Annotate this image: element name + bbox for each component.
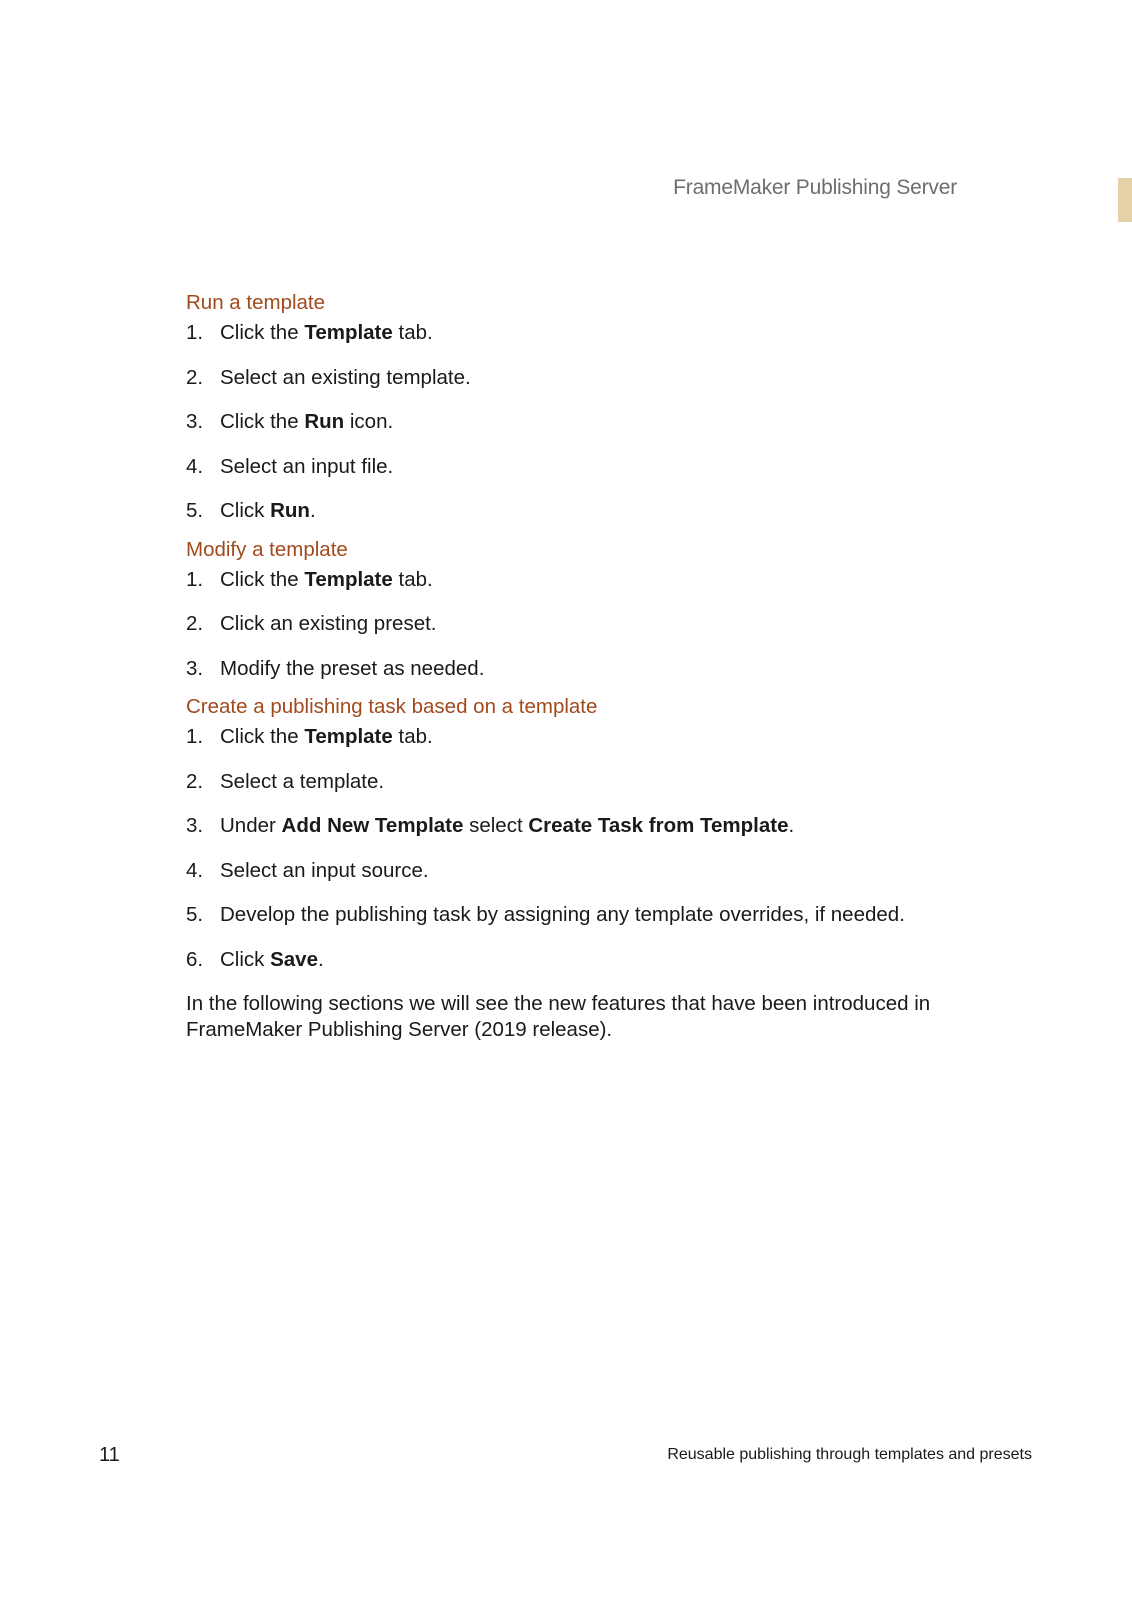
step-text-run: . [318,947,324,971]
step-text-run: Under [220,814,282,837]
section-modify-template [186,537,986,682]
step-text-run: Click the [220,410,305,433]
ui-term: Add New Template [281,814,464,837]
step-number: 3. [186,410,204,433]
list-item [186,454,986,480]
step-text-run: tab. [392,567,433,591]
list-item [186,947,986,973]
page-content [186,290,986,1043]
ui-term: Create Task from Template [528,814,789,837]
running-header: FrameMaker Publishing Server [673,176,957,199]
step-number: 1. [186,567,204,591]
step-number: 3. [186,656,204,680]
list-item [186,902,986,928]
step-text-run: Click the [220,725,305,748]
ui-term: Template [304,725,393,748]
step-text-run: Click the [220,321,305,344]
list-item [186,611,986,637]
step-text-run: icon. [344,410,394,433]
step-text [220,814,794,837]
step-text [220,770,384,793]
step-list [186,320,986,524]
step-text [220,657,484,680]
list-item [186,769,986,795]
section-heading: Run a template [186,291,326,314]
list-item [186,813,986,839]
section-heading: Modify a template [186,537,348,561]
step-number: 6. [186,947,204,971]
ui-term: Save [270,947,318,971]
list-item [186,498,986,524]
step-text [220,948,324,971]
list-item [186,365,986,391]
list-item [186,724,986,750]
step-text [220,455,393,478]
step-number: 2. [186,365,204,389]
step-list [186,724,986,973]
step-number: 2. [186,612,204,635]
list-item [186,567,986,593]
step-text [220,366,471,389]
step-number: 2. [186,769,204,793]
ui-term: Template [304,567,393,591]
step-number: 4. [186,858,204,882]
step-text [220,612,436,635]
list-item [186,656,986,682]
list-item [186,858,986,884]
ui-term: Run [304,410,345,433]
step-text-run: Modify the preset as needed. [220,656,485,680]
step-text-run: Select an existing template. [220,365,471,389]
chapter-thumb-tab [1118,178,1132,222]
step-text [220,725,433,748]
step-number: 5. [186,499,204,522]
step-text-run: tab. [392,321,433,344]
section-run-template [186,290,986,524]
step-number: 5. [186,903,204,926]
step-text-run: Select an input file. [220,454,394,478]
section-create-task [186,694,986,973]
step-text [220,499,316,522]
step-text-run: Click [220,499,271,522]
step-text [220,903,905,926]
step-text-run: . [309,499,316,522]
step-text-run: Click the [220,567,305,591]
step-text-run: Develop the publishing task by assigning any template overrides, if needed. [220,903,905,926]
step-text-run: select [463,814,529,837]
ui-term: Template [304,321,393,344]
step-text-run: tab. [392,725,433,748]
ui-term: Run [270,499,310,522]
step-list [186,567,986,682]
step-number: 3. [186,814,204,837]
step-text-run: Select a template. [220,769,385,793]
step-number: 1. [186,321,204,344]
page-number: 11 [99,1444,120,1466]
list-item [186,409,986,435]
step-text [220,321,433,344]
step-text [220,410,393,433]
list-item [186,320,986,346]
step-text-run: . [788,814,795,837]
running-footer: Reusable publishing through templates and presets [667,1446,1032,1463]
closing-paragraph: In the following sections we will see the new features that have been introduced in FrameMaker Publishing Server (2019 release). [186,992,931,1041]
step-text-run: Click an existing preset. [220,612,437,635]
step-text [220,859,429,882]
section-heading: Create a publishing task based on a template [186,695,598,718]
step-text-run: Click [220,947,271,971]
step-text [220,568,433,591]
step-number: 1. [186,725,204,748]
step-number: 4. [186,454,204,478]
step-text-run: Select an input source. [220,858,429,882]
